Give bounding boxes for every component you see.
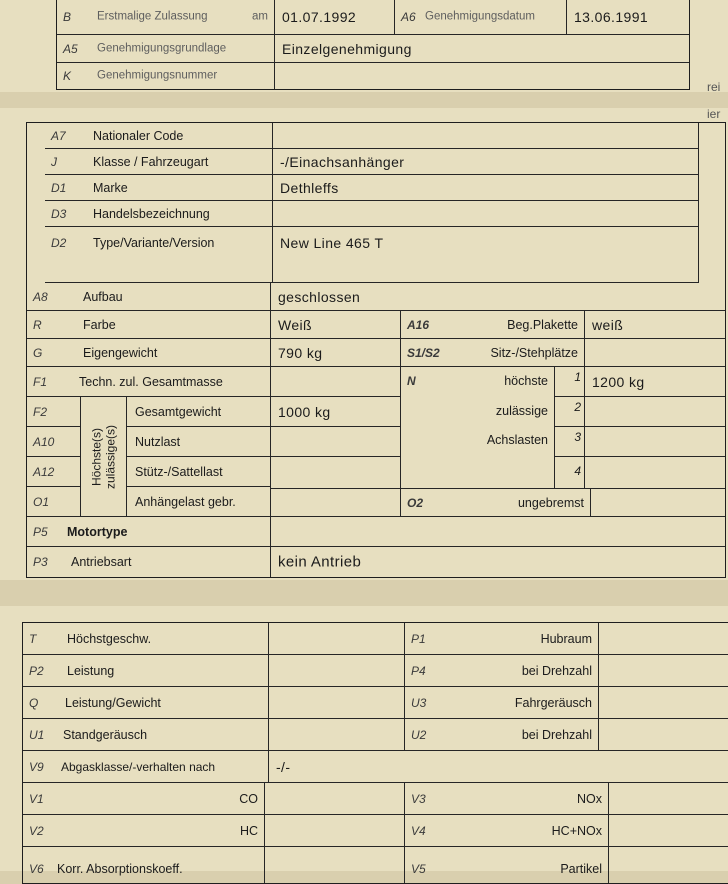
label-stuetz-sattellast: Stütz-/Sattellast: [135, 464, 223, 479]
code-v9: V9: [29, 759, 44, 774]
code-j: J: [51, 154, 57, 169]
code-b: B: [63, 9, 72, 24]
axle-1-number: [555, 367, 585, 397]
code-p3: P3: [33, 555, 48, 569]
row-s1s2-value: [585, 339, 725, 367]
label-korr-absorptionskoeff: Korr. Absorptionskoeff.: [57, 861, 183, 876]
row-d3-label: [45, 201, 273, 227]
row-a8-label: [27, 283, 271, 311]
vertical-label-box: [81, 397, 127, 517]
code-o2: O2: [407, 495, 424, 510]
code-v2: V2: [29, 823, 44, 838]
row-u2-label: [405, 719, 599, 751]
row-a10-label: [127, 427, 271, 457]
row-o1-value: [271, 489, 401, 517]
row-k-label: [57, 63, 275, 89]
label-hubraum: Hubraum: [540, 631, 592, 646]
code-s1s2: S1/S2: [407, 345, 440, 360]
label-handelsbezeichnung: Handelsbezeichnung: [93, 206, 210, 221]
row-u3-value: [599, 687, 728, 719]
row-a12-label: [127, 457, 271, 487]
value-marke: Dethleffs: [280, 179, 339, 196]
code-v1: V1: [29, 791, 44, 806]
code-g: G: [33, 345, 43, 360]
row-a12-value: [271, 457, 401, 489]
value-genehmigungsdatum: 13.06.1991: [574, 8, 649, 25]
vertical-label-hoechste: Höchste(s): [89, 427, 104, 486]
row-t-label: [23, 623, 269, 655]
value-fahrzeugart: -/Einachsanhänger: [280, 153, 405, 170]
label-techn-zul-gesamtmasse: Techn. zul. Gesamtmasse: [79, 374, 223, 389]
row-t-value: [269, 623, 405, 655]
code-t: T: [29, 631, 37, 646]
code-d3: D3: [51, 206, 67, 221]
code-v3: V3: [411, 791, 426, 806]
code-p2: P2: [29, 663, 44, 678]
code-v5: V5: [411, 862, 426, 876]
row-v9-value: [269, 751, 728, 783]
axle-3-number: [555, 427, 585, 457]
row-p1-value: [599, 623, 728, 655]
row-v4-label: [405, 815, 609, 847]
label-anhaengelast-gebr: Anhängelast gebr.: [135, 494, 236, 509]
row-v3-value: [609, 783, 728, 815]
label-standgeraeusch: Standgeräusch: [63, 727, 148, 742]
row-j-value: [273, 149, 699, 175]
label-leistung: Leistung: [67, 663, 115, 678]
code-q: Q: [29, 695, 39, 710]
row-u1-value: [269, 719, 405, 751]
code-p5: P5: [33, 524, 48, 539]
row-a5-value: [275, 35, 689, 63]
label-beg-plakette: Beg.Plakette: [507, 317, 578, 332]
label-antriebsart: Antriebsart: [71, 554, 132, 569]
row-v6-label: [23, 847, 265, 883]
code-n: N: [407, 374, 416, 388]
row-b-value: [275, 0, 395, 35]
code-u3: U3: [411, 695, 427, 710]
axle-2-value: [585, 397, 725, 427]
label-genehmigungsnummer: Genehmigungsnummer: [97, 69, 218, 82]
row-d1-value: [273, 175, 699, 201]
row-p3-label: [27, 547, 271, 577]
label-hoechstgeschw: Höchstgeschw.: [67, 631, 152, 646]
row-u3-label: [405, 687, 599, 719]
row-j-label: [45, 149, 273, 175]
value-farbe: Weiß: [278, 316, 313, 333]
row-p2-label: [23, 655, 269, 687]
label-hc-nox: HC+NOx: [551, 823, 602, 838]
margin-text-1: rei: [707, 80, 721, 94]
row-a16-label: [401, 311, 585, 339]
code-a16: A16: [407, 317, 430, 332]
label-fahrgeraeusch: Fahrgeräusch: [514, 695, 592, 710]
row-v5-value: [609, 847, 728, 883]
value-achslast-1: 1200 kg: [592, 373, 645, 390]
code-u2: U2: [411, 727, 427, 742]
row-a5-label: [57, 35, 275, 63]
label-co: CO: [239, 791, 258, 806]
row-v3-label: [405, 783, 609, 815]
margin-text-2: ier: [707, 107, 721, 121]
row-a7-value: [273, 123, 699, 149]
code-d2: D2: [51, 236, 67, 250]
row-f2-code: [27, 397, 81, 427]
row-d1-label: [45, 175, 273, 201]
axle-number-4: 4: [574, 464, 581, 478]
row-b-label: [57, 0, 275, 35]
code-v6: V6: [29, 862, 44, 876]
value-genehmigungsgrundlage: Einzelgenehmigung: [282, 40, 412, 57]
row-p5-value: [271, 517, 725, 547]
row-v1-value: [265, 783, 405, 815]
row-a8-value: [271, 283, 725, 311]
code-a10: A10: [33, 434, 55, 449]
code-a8: A8: [33, 289, 48, 304]
row-r-label: [27, 311, 271, 339]
row-v1-label: [23, 783, 265, 815]
label-nutzlast: Nutzlast: [135, 434, 181, 449]
registration-table: [56, 0, 690, 90]
label-aufbau: Aufbau: [83, 289, 123, 304]
label-leistung-gewicht: Leistung/Gewicht: [65, 695, 161, 710]
axle-4-number: [555, 457, 585, 489]
label-genehmigungsdatum: Genehmigungsdatum: [425, 9, 535, 22]
label-motortype: Motortype: [67, 524, 128, 539]
code-f2: F2: [33, 404, 48, 419]
label-abgasklasse: Abgasklasse/-verhalten nach: [61, 759, 216, 774]
label-sitz-stehplaetze: Sitz-/Stehplätze: [490, 345, 578, 360]
row-g-value: [271, 339, 401, 367]
row-s1s2-label: [401, 339, 585, 367]
code-o1: O1: [33, 494, 50, 509]
row-v4-value: [609, 815, 728, 847]
row-f1-value: [271, 367, 401, 397]
row-o2-value: [591, 489, 725, 517]
axle-number-3: 3: [574, 430, 581, 444]
row-u1-label: [23, 719, 269, 751]
row-p2-value: [269, 655, 405, 687]
label-erstmalige-zulassung: Erstmalige Zulassung: [97, 9, 208, 22]
row-a6-value: [567, 0, 689, 35]
row-p4-value: [599, 655, 728, 687]
row-d3-value: [273, 201, 699, 227]
label-partikel: Partikel: [560, 861, 602, 876]
axle-load-label-block: [401, 367, 555, 489]
code-f1: F1: [33, 374, 48, 389]
row-a12-code: [27, 457, 81, 487]
row-a10-value: [271, 427, 401, 457]
code-a12: A12: [33, 464, 55, 479]
value-beg-plakette: weiß: [592, 316, 624, 333]
row-g-label: [27, 339, 271, 367]
label-hoechste: höchste: [504, 373, 548, 388]
row-q-value: [269, 687, 405, 719]
axle-4-value: [585, 457, 725, 489]
code-a5: A5: [63, 41, 78, 56]
row-v2-label: [23, 815, 265, 847]
value-type: New Line 465 T: [280, 235, 384, 251]
value-erstzulassung: 01.07.1992: [282, 8, 357, 25]
code-d1: D1: [51, 180, 67, 195]
row-k-value: [275, 63, 689, 89]
label-hc: HC: [239, 823, 258, 838]
label-gesamtgewicht: Gesamtgewicht: [135, 404, 222, 419]
row-v9-label: [23, 751, 269, 783]
vehicle-data-table: [26, 122, 726, 578]
row-a7-label: [45, 123, 273, 149]
value-aufbau: geschlossen: [278, 288, 361, 305]
vertical-label-zulaessige: zulässige(s): [103, 424, 118, 489]
row-p3-value: [271, 547, 725, 577]
label-bei-drehzahl-p4: bei Drehzahl: [521, 663, 592, 678]
label-am: am: [252, 9, 268, 22]
label-nationaler-code: Nationaler Code: [93, 128, 184, 143]
row-p1-label: [405, 623, 599, 655]
row-v6-value: [265, 847, 405, 883]
label-farbe: Farbe: [83, 317, 116, 332]
row-a10-code: [27, 427, 81, 457]
row-a6-label: [395, 0, 567, 35]
label-achslasten: Achslasten: [486, 432, 548, 447]
row-f2-value: [271, 397, 401, 427]
row-o2-label: [401, 489, 591, 517]
axle-number-1: 1: [574, 370, 581, 384]
label-bei-drehzahl-u2: bei Drehzahl: [521, 727, 592, 742]
row-r-value: [271, 311, 401, 339]
label-eigengewicht: Eigengewicht: [83, 345, 158, 360]
row-o1-label: [127, 487, 271, 517]
row-v2-value: [265, 815, 405, 847]
row-o1-code: [27, 487, 81, 517]
row-f1-label: [27, 367, 271, 397]
row-d2-value: [273, 227, 699, 283]
value-antriebsart: kein Antrieb: [278, 553, 362, 571]
code-a6: A6: [401, 9, 416, 24]
code-a7: A7: [51, 128, 66, 143]
value-abgasklasse: -/-: [276, 758, 291, 775]
code-u1: U1: [29, 727, 45, 742]
row-u2-value: [599, 719, 728, 751]
code-p1: P1: [411, 631, 426, 646]
label-nox: NOx: [577, 791, 602, 806]
axle-2-number: [555, 397, 585, 427]
row-a16-value: [585, 311, 725, 339]
label-genehmigungsgrundlage: Genehmigungsgrundlage: [97, 41, 227, 54]
code-p4: P4: [411, 663, 426, 678]
code-v4: V4: [411, 823, 426, 838]
code-k: K: [63, 69, 72, 83]
label-ungebremst: ungebremst: [517, 495, 584, 510]
axle-number-2: 2: [574, 400, 581, 414]
row-v5-label: [405, 847, 609, 883]
value-gesamtgewicht: 1000 kg: [278, 403, 331, 420]
code-r: R: [33, 317, 42, 332]
value-eigengewicht: 790 kg: [278, 344, 323, 361]
label-zulaessige: zulässige: [495, 403, 548, 418]
engine-emission-table: [22, 622, 728, 884]
label-type-variante-version: Type/Variante/Version: [93, 235, 215, 250]
row-p5-label: [27, 517, 271, 547]
label-marke: Marke: [93, 180, 128, 195]
row-q-label: [23, 687, 269, 719]
axle-3-value: [585, 427, 725, 457]
row-p4-label: [405, 655, 599, 687]
row-d2-label: [45, 227, 273, 283]
axle-1-value: [585, 367, 725, 397]
row-f2-label: [127, 397, 271, 427]
label-klasse-fahrzeugart: Klasse / Fahrzeugart: [93, 154, 209, 169]
